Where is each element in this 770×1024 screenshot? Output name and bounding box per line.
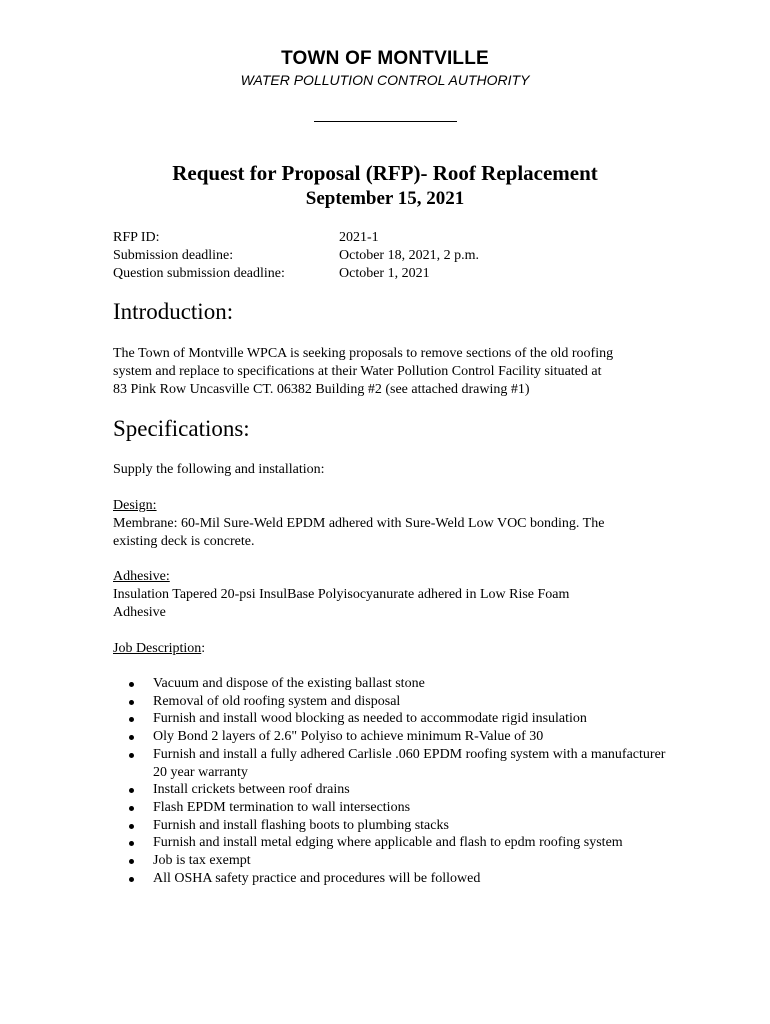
list-item: [113, 799, 673, 817]
design-label: Design:: [113, 498, 157, 513]
bullet-icon: [129, 735, 134, 740]
document-title: Request for Proposal (RFP)- Roof Replacement: [172, 161, 598, 185]
introduction-paragraph: [113, 345, 673, 399]
adhesive-line: Adhesive: [113, 605, 166, 620]
job-description-heading: [113, 640, 673, 658]
header-divider: [314, 121, 457, 122]
rfp-id-label: RFP ID:: [113, 230, 160, 245]
list-item-text: Install crickets between roof drains: [153, 782, 350, 798]
submission-deadline-row: [113, 247, 479, 265]
list-item: [113, 746, 673, 781]
bullet-icon: [129, 824, 134, 829]
submission-deadline-value: October 18, 2021, 2 p.m.: [339, 248, 479, 263]
list-item-text: Removal of old roofing system and disposal: [153, 693, 401, 709]
adhesive-line: Insulation Tapered 20-psi InsulBase Polyisocyanurate adhered in Low Rise Foam: [113, 587, 570, 602]
specifications-heading: Specifications:: [113, 416, 250, 441]
intro-line: system and replace to specifications at their Water Pollution Control Facility situated at: [113, 364, 602, 379]
organization-subtitle: WATER POLLUTION CONTROL AUTHORITY: [240, 72, 530, 88]
list-item-text: Vacuum and dispose of the existing ballast stone: [153, 676, 425, 691]
list-item: [113, 870, 673, 888]
list-item: [113, 817, 673, 835]
list-item-text: Flash EPDM termination to wall intersections: [153, 799, 411, 815]
bullet-icon: [129, 841, 134, 846]
document-date: September 15, 2021: [305, 188, 465, 209]
bullet-icon: [129, 682, 134, 687]
list-item-text: Job is tax exempt: [153, 853, 251, 869]
bullet-icon: [129, 877, 134, 882]
bullet-icon: [129, 717, 134, 722]
question-deadline-label: Question submission deadline:: [113, 266, 285, 281]
bullet-icon: [129, 788, 134, 793]
list-item-text: All OSHA safety practice and procedures will be followed: [153, 870, 481, 886]
job-description-label: Job Description: [113, 641, 202, 656]
adhesive-label: Adhesive:: [113, 569, 170, 584]
list-item-text: Furnish and install wood blocking as needed to accommodate rigid insulation: [153, 711, 587, 727]
rfp-details: [113, 229, 479, 283]
list-item: [113, 781, 673, 799]
adhesive-section: [113, 568, 673, 622]
list-item: [113, 693, 673, 711]
job-description-list: [113, 675, 673, 887]
specifications-lead: Supply the following and installation:: [113, 462, 325, 477]
rfp-id-row: [113, 229, 479, 247]
organization-name: TOWN OF MONTVILLE: [281, 48, 489, 69]
list-item-text: Oly Bond 2 layers of 2.6" Polyiso to achieve minimum R-Value of 30: [153, 729, 544, 745]
submission-deadline-label: Submission deadline:: [113, 248, 234, 263]
design-line: Membrane: 60-Mil Sure-Weld EPDM adhered with Sure-Weld Low VOC bonding. The: [113, 516, 605, 531]
list-item-text: Furnish and install flashing boots to plumbing stacks: [153, 817, 449, 833]
list-item: [113, 852, 673, 870]
design-section: [113, 497, 673, 551]
question-deadline-row: [113, 265, 479, 283]
list-item-text: Furnish and install metal edging where applicable and flash to epdm roofing system: [153, 835, 623, 851]
rfp-id-value: 2021-1: [339, 230, 379, 245]
list-item: [113, 728, 673, 746]
question-deadline-value: October 1, 2021: [339, 266, 430, 281]
bullet-icon: [129, 700, 134, 705]
list-item-text: Furnish and install a fully adhered Carlisle .060 EPDM roofing system with a manufacturer 20 year warranty: [153, 746, 666, 780]
bullet-icon: [129, 806, 134, 811]
list-item: [113, 834, 673, 852]
list-item: [113, 675, 673, 693]
design-line: existing deck is concrete.: [113, 534, 255, 549]
intro-line: The Town of Montville WPCA is seeking proposals to remove sections of the old roofing: [113, 346, 614, 361]
intro-line: 83 Pink Row Uncasville CT. 06382 Building #2 (see attached drawing #1): [113, 382, 530, 397]
job-description-colon: :: [201, 641, 206, 656]
introduction-heading: Introduction:: [113, 299, 234, 324]
bullet-icon: [129, 753, 134, 758]
list-item: [113, 710, 673, 728]
bullet-icon: [129, 859, 134, 864]
